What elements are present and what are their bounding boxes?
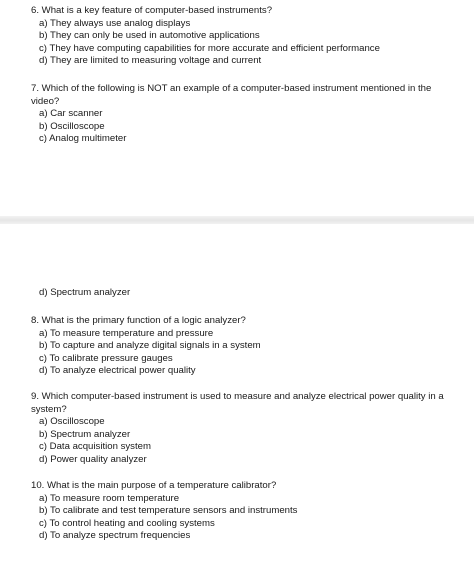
option-d: d) To analyze spectrum frequencies: [39, 530, 191, 542]
question-7-continued: [31, 287, 446, 300]
option-a: a) Oscilloscope: [39, 416, 105, 428]
option-d: d) Power quality analyzer: [39, 453, 147, 465]
page-divider: [0, 216, 474, 224]
option-d: d) Spectrum analyzer: [39, 287, 131, 298]
option-d: d) To analyze electrical power quality: [39, 365, 196, 377]
option-b: b) To capture and analyze digital signals in a system: [39, 340, 261, 352]
option-c: c) To control heating and cooling systems: [39, 517, 215, 529]
option-b: b) Oscilloscope: [39, 120, 105, 132]
page-top: [0, 0, 474, 216]
question-9: [31, 391, 446, 467]
page-bottom: [0, 224, 474, 566]
question-text: 6. What is a key feature of computer-based instruments?: [31, 5, 273, 16]
option-b: b) To calibrate and test temperature sensors and instruments: [39, 505, 298, 517]
option-c: c) Data acquisition system: [39, 441, 151, 453]
question-7: [31, 83, 446, 146]
option-b: b) They can only be used in automotive applications: [39, 30, 260, 42]
question-6: [31, 5, 446, 68]
option-c: c) To calibrate pressure gauges: [39, 352, 173, 364]
question-text: 7. Which of the following is NOT an example of a computer-based instrument mentioned in the video?: [31, 83, 432, 107]
question-text: 9. Which computer-based instrument is used to measure and analyze electrical power quality in a system?: [31, 391, 444, 415]
option-a: a) To measure temperature and pressure: [39, 327, 214, 339]
question-10: [31, 480, 446, 543]
option-a: a) Car scanner: [39, 108, 103, 120]
option-d: d) They are limited to measuring voltage and current: [39, 55, 262, 67]
option-c: c) They have computing capabilities for more accurate and efficient performance: [39, 42, 380, 54]
question-text: 10. What is the main purpose of a temperature calibrator?: [31, 480, 277, 491]
option-a: a) To measure room temperature: [39, 492, 180, 504]
option-c: c) Analog multimeter: [39, 133, 127, 145]
question-8: [31, 315, 446, 378]
option-b: b) Spectrum analyzer: [39, 428, 131, 440]
option-a: a) They always use analog displays: [39, 17, 191, 29]
question-text: 8. What is the primary function of a logic analyzer?: [31, 315, 246, 326]
